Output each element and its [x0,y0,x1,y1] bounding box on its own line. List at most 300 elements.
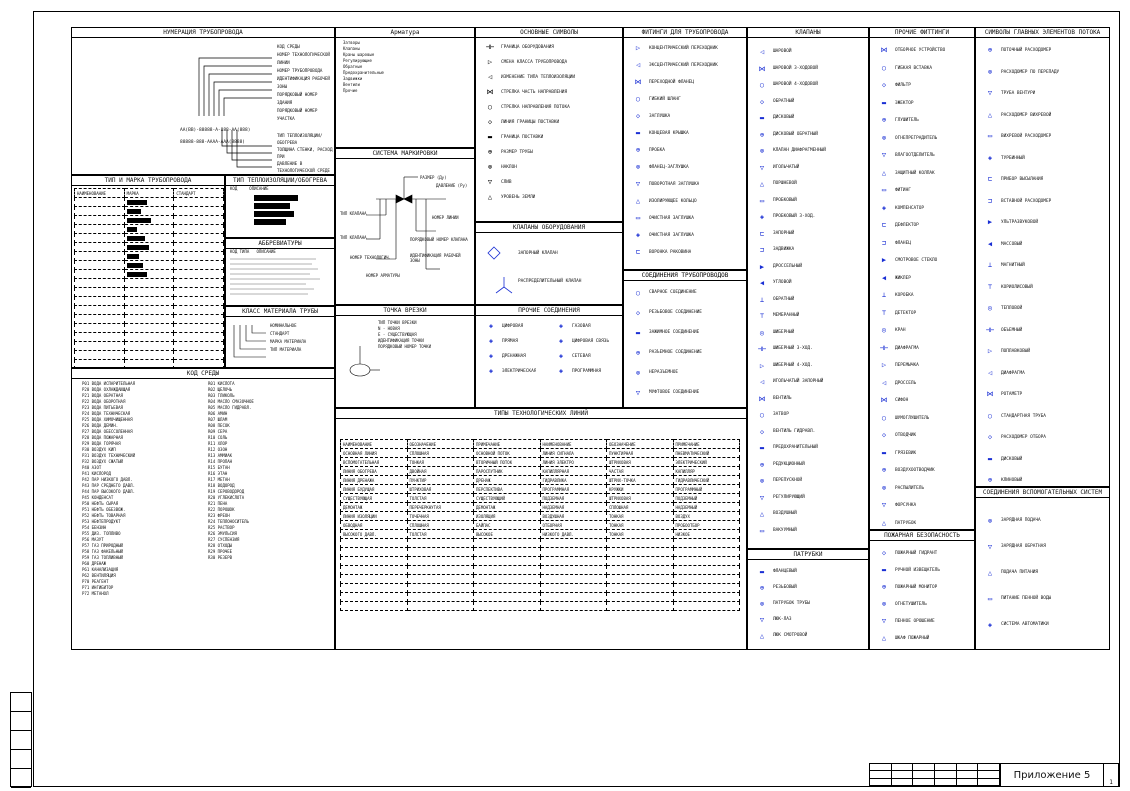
panel-title: ТИП ТЕПЛОИЗОЛЯЦИИ/ОБОГРЕВА [226,176,334,186]
list-item: R05 МАСЛО ГИДРАВЛ. [208,405,252,410]
process-lines-table [340,439,740,611]
symbol-icon: ⊗ [881,133,887,142]
symbol-icon: ▽ [759,616,765,624]
symbol-icon: ○ [635,289,641,297]
panel-title: ПОЖАРНАЯ БЕЗОПАСНОСТЬ [870,531,974,541]
list-item: R01 КИСЛОТА [208,381,235,386]
symbol-icon: ▽ [759,163,765,172]
list-item [479,70,619,85]
table-cell: КРУЖКИ [607,485,674,494]
table-header: НАИМЕНОВАНИЕ [341,440,408,449]
list-item [751,226,865,243]
table-cell: ВЫСОКОЕ [474,530,541,539]
table-cell: ПРОГРАММНАЯ [540,485,607,494]
item-label: ЭЛЕКТРИЧЕСКАЯ [502,369,537,374]
table-cell: ДВОЙНАЯ [407,467,474,476]
item-label: ЗАРЯДНАЯ ОБРАТНАЯ [1001,544,1046,549]
list-item [979,534,1106,560]
item-label: КОНЦЕНТРИЧЕСКИЙ ПЕРЕХОДНИК [649,46,718,51]
item-label: ПЕРЕМЫЧКА [895,363,919,368]
flow-elements-list [976,38,1109,487]
table-cell: ЛИНИЯ БУДУЩАЯ [341,485,408,494]
list-item [979,105,1106,127]
table-cell: ШТРИХОВАЯ [407,485,474,494]
list-item: P54 БЕНЗИН [82,525,107,530]
list-item [751,490,865,507]
symbol-icon: ⊗ [759,147,765,155]
list-item: Затворы [343,40,360,45]
item-label: ОБРАТНЫЙ [773,296,795,302]
item-label: ПРОГРАММНАЯ [572,369,602,374]
table-header: ПРИМЕЧАНИЕ [474,440,541,449]
symbol-icon: ▶ [987,218,993,226]
symbol-icon: ▬ [487,133,493,141]
table-cell: ЛИНИЯ ДРЕНАЖА [341,476,408,485]
symbol-icon: ◁ [759,48,765,56]
panel-armatura [335,27,475,148]
item-label: ПОРШНЕВОЙ [773,181,797,186]
list-item [979,612,1106,638]
symbol-icon: ◇ [881,549,887,557]
table-cell: ЛИНИЯ СИГНАЛА [540,449,607,458]
symbol-icon: ▭ [759,526,765,535]
table-row [341,485,740,494]
list-item [979,470,1106,487]
symbol-icon: ⋈ [758,394,766,403]
list-item: P41 КИСЛОРОД [82,471,111,476]
list-item [873,445,971,463]
list-item [751,612,865,628]
item-label: ЗАГЛУШКА [649,114,671,119]
symbol-icon: ◇ [759,97,765,106]
item-label: КОРОБКА [895,293,914,298]
item-label: ЭЖЕКТОР [895,100,914,106]
material-label: МАРКА МАТЕРИАЛА [270,339,307,344]
item-label: ЦИФРОВАЯ СВЯЗЬ [572,339,610,344]
symbol-icon: ▬ [881,566,887,574]
list-item: P20 ВОДА ОХЛАЖДАЮЩАЯ [82,387,131,392]
marking-label: ДАВЛЕНИЕ (Ру) [436,183,468,188]
item-label: ДИАФРАГМА [895,345,919,351]
item-label: СИФОН [895,398,909,403]
item-label: УГЛОВОЙ [773,280,792,285]
list-item [751,77,865,94]
list-item [873,200,971,218]
item-label: КОНЦЕВАЯ КРЫШКА [649,131,689,136]
list-item [627,323,743,343]
marking-label: ПОРЯДКОВЫЙ НОМЕР КЛАПАНА [410,237,468,242]
connection-item [480,337,550,346]
panel-main-symbols [475,27,623,222]
list-item [873,217,971,235]
item-label: РАСПЫЛИТЕЛЬ [895,485,925,491]
connection-item [480,322,550,331]
list-item [979,363,1106,385]
list-item: P30 ВОЗДУХ КИП [82,447,116,452]
panel-title: ФИТИНГИ ДЛЯ ТРУБОПРОВОДА [624,28,746,38]
panel-title: Арматура [336,28,474,38]
list-item: R12 ОЗОН [208,447,228,452]
list-item [479,55,619,70]
table-cell: ВОЗДУШНАЯ [540,512,607,521]
panel-title: ПРОЧИЕ ФИТТИНГИ [870,28,974,38]
symbol-icon: △ [881,168,887,177]
appendix-label: Приложение 5 [1000,764,1103,786]
table-cell: ОТБОРНАЯ [540,521,607,530]
diamond-icon: ◈ [558,367,564,375]
symbol-icon: ⋈ [634,78,642,86]
table-row [341,503,740,512]
item-label: ДЕФЛЕКТОР [895,223,919,228]
item-label: ВИХРЕВОЙ РАСХОДОМЕР [1001,134,1052,139]
diamond-icon: ◈ [558,322,564,330]
symbol-icon: ◁ [759,378,765,386]
symbol-icon: ⋈ [486,88,494,96]
symbol-icon: △ [759,632,765,640]
list-item [873,630,971,647]
item-label: ФЛАНЕЦ [895,240,911,246]
list-item [751,391,865,408]
list-item: N - НОВАЯ [378,326,400,331]
symbol-icon: ▽ [487,178,493,186]
table-cell: ШТРИХОВАЯ [607,494,674,503]
item-label: ДИСКОВЫЙ ОБРАТНЫЙ [773,131,818,137]
item-label: ШИБЕРНЫЙ [773,329,795,335]
item-label: ВСТАВНОЙ РАСХОДОМЕР [1001,198,1052,204]
symbol-icon: ⊏ [987,175,993,183]
table-cell: ВЫСОКОГО ДАВЛ. [341,530,408,539]
item-label: ШАРОВОЙ [773,49,792,54]
list-item: R10 СОЛЬ [208,435,228,440]
panel-fittings-sub [623,270,747,408]
table-cell: ПАРОСПУТНИК [474,467,541,476]
other-fittings-list [870,38,974,530]
list-item: P55 ДИЗ. ТОПЛИВО [82,531,121,536]
diamond-icon: ◈ [488,337,494,345]
list-item [751,628,865,644]
table-cell: ПЕРЕЧЕРКНУТАЯ [407,503,474,512]
item-label: НЕРАЗЪЕМНОЕ [649,370,679,375]
symbol-icon: ▷ [635,44,641,52]
panel-flow-elements [975,27,1110,487]
list-item [479,160,619,175]
table-row [341,548,740,557]
item-label: ЗАТВОР [773,412,789,417]
item-label: ПОТОЧНЫЙ РАСХОДОМЕР [1001,48,1052,53]
connection-item [550,322,620,331]
table-cell: ПРОГРАММНЫЙ [673,485,740,494]
list-item [979,148,1106,170]
table-cell: ТОЧЕЧНАЯ [407,512,474,521]
list-item [979,406,1106,428]
symbol-icon: ◀ [987,239,993,248]
symbol-icon: ▭ [759,196,765,205]
list-item [751,193,865,210]
abbrev-lines [226,255,335,305]
material-label: ТИП МАТЕРИАЛА [270,347,302,352]
item-label: СТРЕЛКА НАПРАВЛЕНИЯ ПОТОКА [501,105,570,110]
symbol-icon: ○ [881,413,887,422]
list-item: R27 СУСПЕНЗИЯ [208,537,240,542]
patrubki-list [748,560,868,644]
list-item: P62 ВЕНТИЛЯЦИЯ [82,573,116,578]
symbol-icon: ⊗ [881,483,887,492]
list-item [479,100,619,115]
item-label: ЗАЖИМНОЕ СОЕДИНЕНИЕ [649,330,700,335]
symbol-icon: ▬ [759,444,765,452]
list-item: R30 РЕЗЕРВ [208,555,233,560]
symbol-icon: ⊣⊢ [757,345,767,353]
symbol-icon: ▶ [881,256,887,264]
list-item [751,473,865,490]
symbol-icon: ⋈ [758,64,766,73]
symbol-icon: ⊗ [759,600,765,608]
item-label: СЛИВ [501,180,512,185]
numbering-label: ИДЕНТИФИКАЦИЯ РАБОЧЕЙ ЗОНЫ [277,76,330,89]
table-row [341,467,740,476]
symbol-icon: ▶ [759,262,765,271]
list-item [873,270,971,288]
numbering-label: КОД СРЕДЫ [277,44,300,49]
symbol-icon: ⋈ [880,396,888,404]
numbering-label: НОМЕР ТРУБОПРОВОДА [277,68,323,73]
symbol-icon: ▽ [759,493,765,502]
list-item [873,112,971,130]
symbol-icon: ⊤ [759,312,765,320]
table-cell: ГИДРАВЛИКА [540,476,607,485]
item-label: ОГНЕПРЕГРАДИТЕЛЬ [895,135,938,141]
list-item [979,586,1106,612]
list-item [873,410,971,428]
table-cell: ПОДЗЕМНАЯ [540,494,607,503]
list-item [873,182,971,200]
item-label: СТРЕЛКА ЧАСТЬ НАПРАВЛЕНИЯ [501,90,568,95]
numbering-lower-labels [277,132,334,175]
fire-safety-list [870,541,974,647]
symbol-icon: ○ [759,81,765,89]
table-cell: ПУНКТИРНАЯ [607,449,674,458]
list-item [979,62,1106,84]
item-label: ЗАПОРНЫЙ [773,230,795,236]
list-item [751,440,865,457]
list-item: R29 ПРОЧЕЕ [208,549,233,554]
item-label: ГРАНИЦА ПОСТАВКИ [501,135,544,140]
list-item [627,57,743,74]
item-label: ВЕНТИЛЬ [773,395,792,401]
item-label: РУЧНОЙ ИЗВЕЩАТЕЛЬ [895,568,940,573]
list-item: ТИП ТОЧКИ ВРЕЗКИ [378,320,417,325]
marking-label: ТИП КЛАПАНА [340,235,367,240]
table-cell: ПНЕВМАТИЧЕСКИЙ [673,449,740,458]
material-label: НОМИНАЛЬНОЕ [270,323,297,328]
list-item: R08 ПЕСОК [208,423,230,428]
list-item [751,424,865,441]
table-cell: ВТОРИЧНЫЙ ПОТОК [474,458,541,467]
symbol-icon: ⊏ [759,229,765,238]
table-cell: ВОЗДУХ [673,512,740,521]
insulation-redactions [226,192,334,225]
table-cell: ИЗОЛЯЦИЯ [474,512,541,521]
panel-media-code [71,368,335,650]
item-label: ДРОССЕЛЬНЫЙ [773,263,803,269]
item-label: ПРОБКА [649,148,665,153]
item-label: МАГНИТНЫЙ [1001,263,1025,268]
item-label: РЕГУЛИРУЮЩИЙ [773,494,805,500]
panel-aux-connections [975,487,1110,650]
list-item: P31 ВОЗДУХ ТЕХНИЧЕСКИЙ [82,453,135,458]
table-cell: ОСНОВНОЙ ПОТОК [474,449,541,458]
panel-other-fittings [869,27,975,530]
list-item: P70 РЕАГЕНТ [82,579,109,584]
symbol-icon: ▬ [759,568,765,576]
list-item: R22 ПОРОШОК [208,507,235,512]
list-item [479,85,619,100]
symbol-icon: ◎ [759,328,765,337]
list-item [627,108,743,125]
table-cell: ТОНКАЯ [407,458,474,467]
table-cell: БАЙПАС [474,521,541,530]
item-label: ТРУБА ВЕНТУРИ [1001,91,1036,96]
symbol-icon: ◁ [881,378,887,387]
panel-title: ПРОЧИЕ СОЕДИНЕНИЯ [476,306,622,316]
table-cell: ОСНОВНАЯ ЛИНИЯ [341,449,408,458]
table-cell: СПЛОШНАЯ [407,449,474,458]
item-label: ОТБОРНОЕ УСТРОЙСТВО [895,48,946,53]
list-item [751,292,865,309]
symbol-icon: ◇ [635,112,641,120]
list-item: Краны шаровые [343,52,375,57]
numbering-upper-labels [277,43,334,123]
symbol-icon: ⊕ [759,584,765,592]
symbol-icon: ⊗ [881,600,887,608]
symbol-icon: △ [759,510,765,518]
list-item: P29 ВОДА ГОРЯЧАЯ [82,441,121,446]
marking-label: НОМЕР ЛИНИИ [432,215,459,220]
symbol-icon: ◇ [881,431,887,439]
list-item [979,40,1106,62]
item-label: ШУМОГЛУШИТЕЛЬ [895,415,930,421]
symbol-icon: ⊣⊢ [985,325,995,334]
table-header: НАИМЕНОВАНИЕ [540,440,607,449]
list-item: P32 ВОЗДУХ СЖАТЫЙ [82,459,123,464]
table-cell: ЛИНИЯ ИЗОЛЯЦИИ [341,512,408,521]
symbol-icon: ▭ [987,595,993,603]
symbol-icon: ◈ [635,231,641,239]
list-item [979,508,1106,534]
list-item [627,244,743,261]
fittings-sub-list [624,281,746,403]
list-item [979,427,1106,449]
item-label: МЕМБРАННЫЙ [773,313,800,318]
table-row [341,575,740,584]
list-item: R04 МАСЛО СМАЗОЧНОЕ [208,399,254,404]
item-label: ТЕПЛОВОЙ [1001,306,1023,311]
item-label: ЗАРЯДНАЯ ПОДАЧА [1001,518,1041,523]
item-label: ТУРБИННЫЙ [1001,155,1025,161]
item-label: ГЛУШИТЕЛЬ [895,118,919,123]
numbering-code-1: АА(ВВ)-88888-А-888-АА(888) [180,128,251,133]
table-row [341,566,740,575]
panel-title: ТОЧКА ВРЕЗКИ [336,306,474,316]
table-row [341,512,740,521]
symbol-icon: ⊕ [987,476,993,484]
item-label: ФОРСУНКА [895,503,917,508]
panel-pipe-numbering [71,27,335,175]
symbol-icon: △ [635,197,641,205]
list-item: R20 УГЛЕКИСЛОТА [208,495,245,500]
list-item [627,343,743,363]
item-label: ШИБЕРНЫЙ 4-ХОД. [773,362,813,368]
list-item: P61 КАНАЛИЗАЦИЯ [82,567,119,572]
list-item [479,190,619,205]
list-item: R13 АММИАК [208,453,233,458]
symbol-icon: ▷ [881,361,887,369]
numbering-label: ТИП ТЕПЛОИЗОЛЯЦИИ/ОБОГРЕВА [277,133,323,145]
list-item [751,94,865,111]
list-item [979,298,1106,320]
table-cell: НАДЗЕМНЫЙ [673,503,740,512]
panel-title: НУМЕРАЦИЯ ТРУБОПРОВОДА [72,28,334,38]
list-item [751,374,865,391]
list-item: Клапаны [343,46,360,51]
media-code-right [204,381,332,561]
list-item [627,176,743,193]
material-label: СТАНДАРТ [270,331,290,336]
list-item [873,287,971,305]
panel-title: КЛАСС МАТЕРИАЛА ТРУБЫ [226,307,334,317]
item-label: ГРЯЗЕВИК [895,450,917,456]
item-label: ПОПЛАВКОВЫЙ [1001,349,1031,354]
panel-title: АББРЕВИАТУРЫ [226,239,334,249]
symbol-icon: ⊤ [881,308,887,317]
symbol-icon: ▽ [635,389,641,397]
table-row [341,530,740,539]
list-item [979,449,1106,471]
item-label: КОМПЕНСАТОР [895,205,925,211]
list-item: P25 ВОДА ХИМОЧИЩЕННАЯ [82,417,133,422]
list-item: P52 НЕФТЬ ТОВАРНАЯ [82,513,126,518]
table-cell: ПУНКТИР [407,476,474,485]
symbol-icon: ▭ [635,214,641,222]
symbol-icon: ▭ [987,132,993,140]
diamond-icon: ◈ [558,337,564,345]
list-item: P45 КОНДЕНСАТ [82,495,114,500]
table-cell: ЧАСТАЯ [607,467,674,476]
symbol-icon: ⊗ [635,369,641,377]
header-code: КОД [230,186,238,191]
table-cell: ДЕМОНТАЖ [341,503,408,512]
symbol-icon: ⊕ [759,130,765,139]
symbol-icon: ⊐ [987,196,993,205]
list-item: P56 МАЗУТ [82,537,104,542]
panel-pipe-material [225,306,335,368]
list-item [751,523,865,540]
symbol-icon: ⊏ [881,221,887,229]
item-label: РЕЗЬБОВЫЙ [773,585,797,590]
item-label: СМЕНА КЛАССА ТРУБОПРОВОДА [501,60,568,65]
list-item: Прочие [343,88,358,93]
symbol-icon: ▭ [881,186,887,194]
symbol-icon: ⊕ [759,460,765,469]
list-item [479,130,619,145]
symbol-icon: ◇ [759,427,765,436]
list-item: Регулирующие [343,58,372,63]
item-label: РАСХОДОМЕР ОТБОРА [1001,435,1046,440]
item-label: ПРИБОР ВЫСЫЛАНИЯ [1001,177,1044,182]
list-item [873,322,971,340]
list-item [751,127,865,144]
item-label: ОБРАТНЫЙ [773,98,795,104]
